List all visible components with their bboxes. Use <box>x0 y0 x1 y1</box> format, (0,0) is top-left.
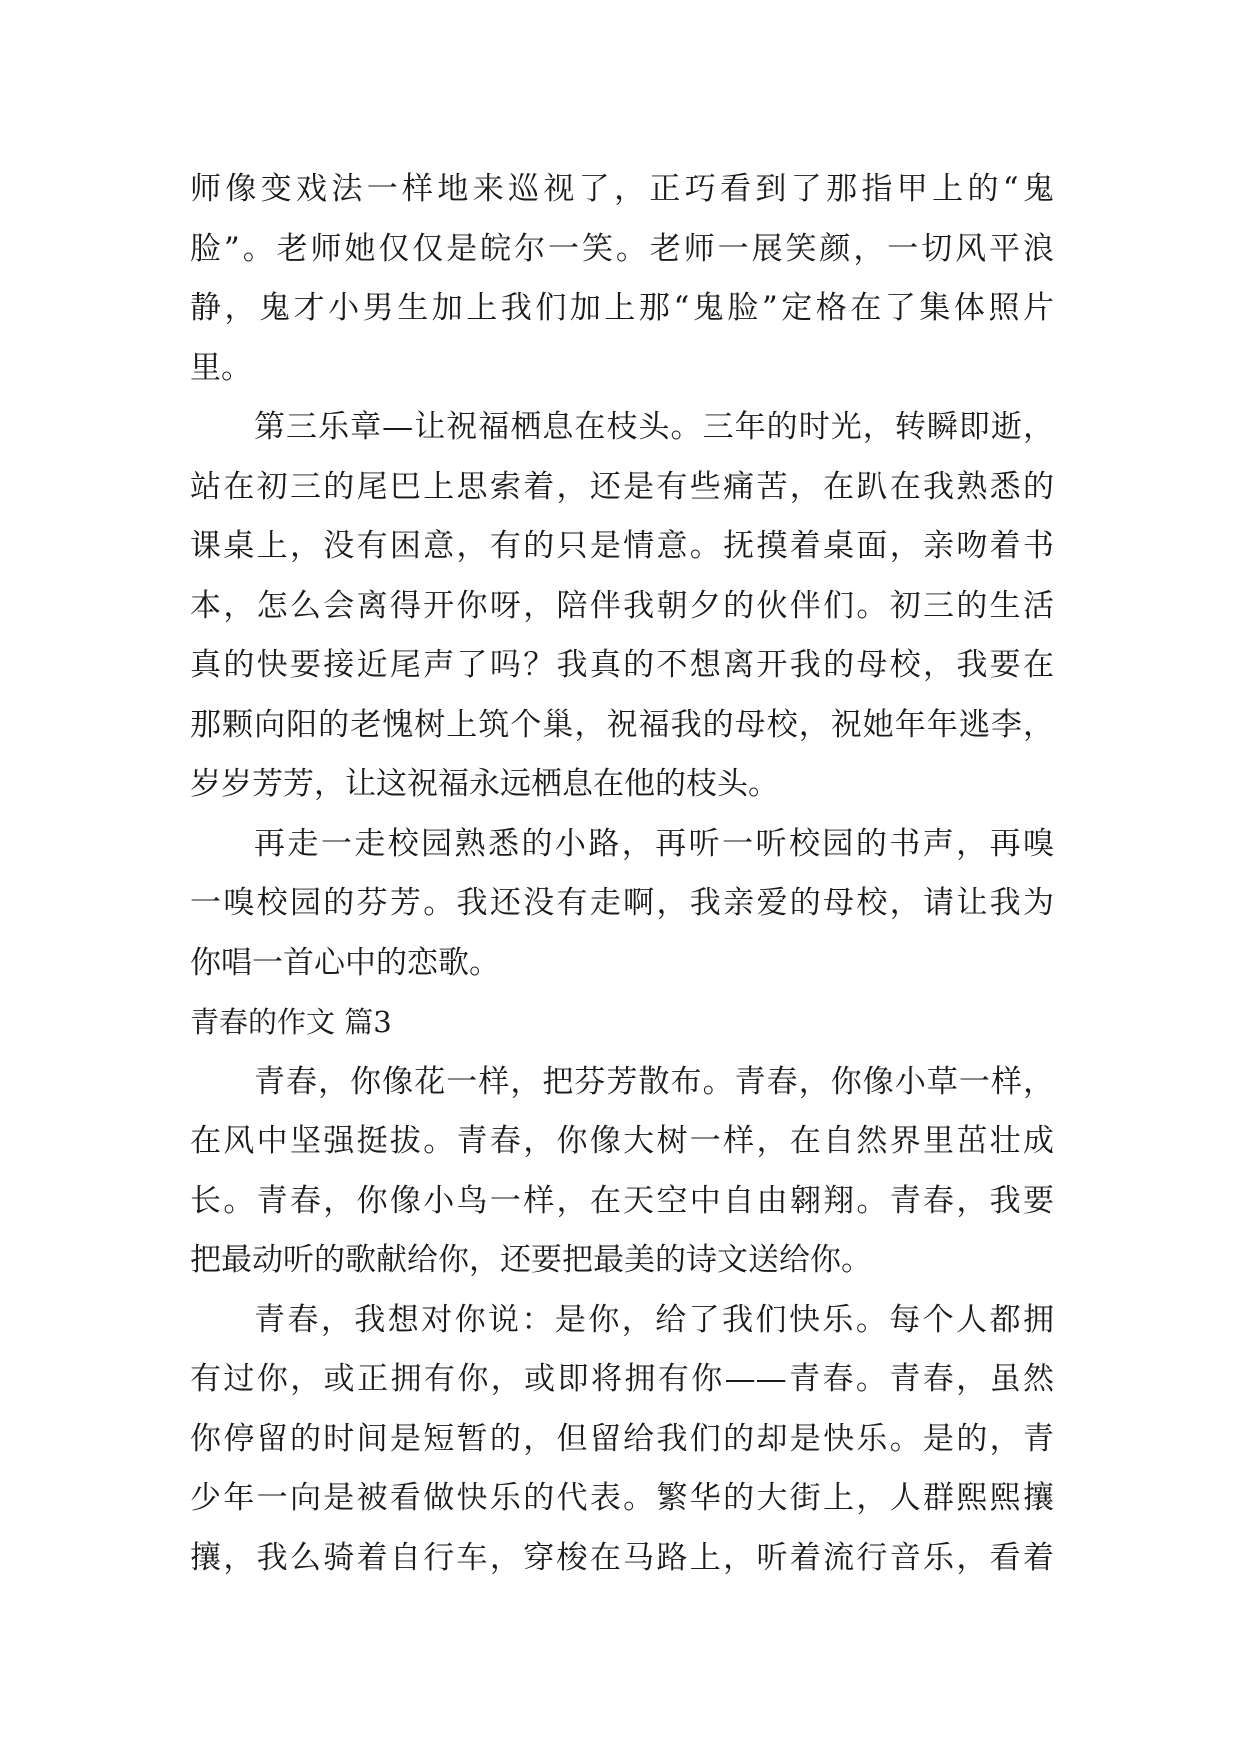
text-line: 站在初三的尾巴上思索着，还是有些痛苦，在趴在我熟悉的 <box>190 468 1054 505</box>
text-line: 脸”。老师她仅仅是皖尔一笑。老师一展笑颜，一切风平浪 <box>190 230 1054 267</box>
text-line: 那颗向阳的老愧树上筑个巢，祝福我的母校，祝她年年逃李， <box>190 706 1054 743</box>
text-line: 岁岁芳芳，让这祝福永远栖息在他的枝头。 <box>190 766 779 802</box>
text-line: 在风中坚强挺拔。青春，你像大树一样，在自然界里茁壮成 <box>190 1123 1054 1159</box>
text-line: 把最动听的歌献给你，还要把最美的诗文送给你。 <box>190 1242 872 1278</box>
section-heading: 青春的作文 篇3 <box>190 1005 392 1039</box>
text-line: 你唱一首心中的恋歌。 <box>190 944 500 981</box>
text-line: 第三乐章—让祝福栖息在枝头。三年的时光，转瞬即逝， <box>254 409 1054 445</box>
text-line: 真的快要接近尾声了吗？我真的不想离开我的母校，我要在 <box>190 647 1054 683</box>
paragraph <box>190 160 1054 398</box>
paragraph <box>190 1291 1054 1589</box>
text-line: 里。 <box>190 349 252 386</box>
text-line: 再走一走校园熟悉的小路，再听一听校园的书声，再嗅 <box>254 825 1054 862</box>
text-line: 师像变戏法一样地来巡视了，正巧看到了那指甲上的“鬼 <box>190 171 1054 207</box>
text-line: 课桌上，没有困意，有的只是情意。抚摸着桌面，亲吻着书 <box>190 528 1054 564</box>
text-line: 青春，我想对你说：是你，给了我们快乐。每个人都拥 <box>254 1301 1054 1338</box>
text-line: 青春，你像花一样，把芬芳散布。青春，你像小草一样， <box>254 1063 1054 1100</box>
text-line: 少年一向是被看做快乐的代表。繁华的大街上，人群熙熙攘 <box>190 1480 1054 1516</box>
text-line: 静，鬼才小男生加上我们加上那“鬼脸”定格在了集体照片 <box>190 290 1054 326</box>
text-line: 长。青春，你像小鸟一样，在天空中自由翱翔。青春，我要 <box>190 1182 1054 1219</box>
paragraph <box>190 1053 1054 1291</box>
document-page <box>190 160 1054 1588</box>
paragraph <box>190 398 1054 815</box>
text-line: 攘，我么骑着自行车，穿梭在马路上，听着流行音乐，看着 <box>190 1539 1054 1576</box>
text-line: 你停留的时间是短暂的，但留给我们的却是快乐。是的，青 <box>190 1420 1054 1457</box>
paragraph <box>190 815 1054 994</box>
text-line: 本，怎么会离得开你呀，陪伴我朝夕的伙伴们。初三的生活 <box>190 587 1054 624</box>
text-line: 一嗅校园的芬芳。我还没有走啊，我亲爱的母校，请让我为 <box>190 885 1054 921</box>
text-line: 有过你，或正拥有你，或即将拥有你——青春。青春，虽然 <box>190 1361 1054 1397</box>
